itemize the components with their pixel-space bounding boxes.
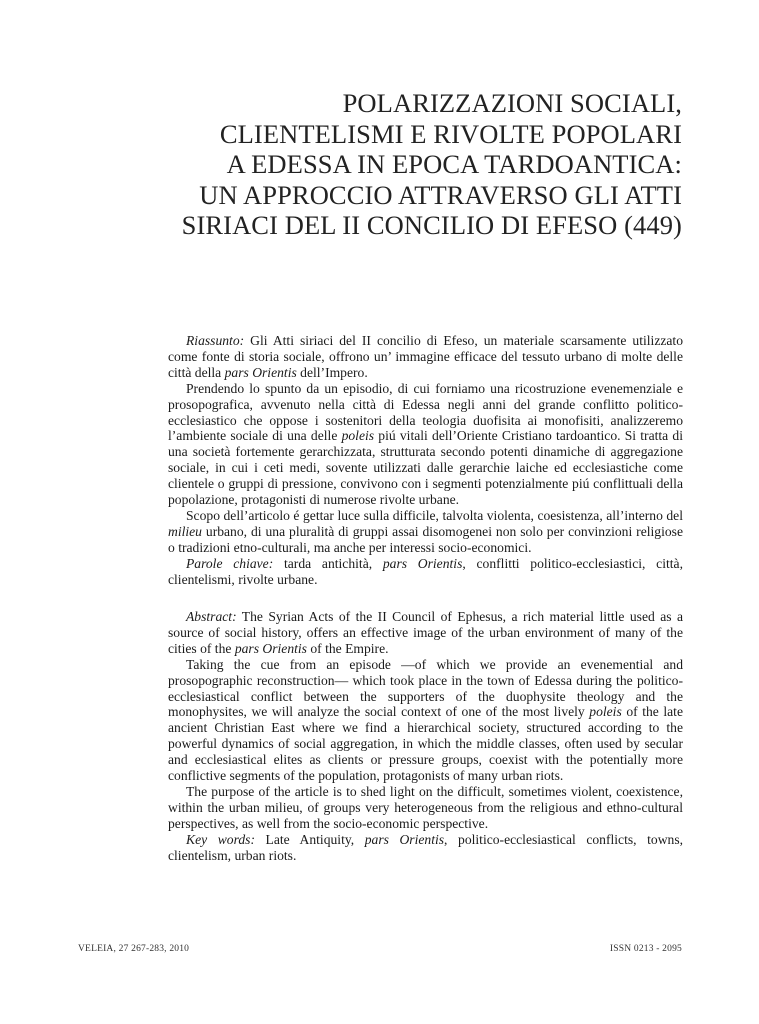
abstract-paragraph-3: The purpose of the article is to shed light on the difficult, sometimes violent, coexistence, within the urban milieu, of groups very heterogeneous from the religious and ethno-cultural perspectives, as well from the socio-economic perspective. — [168, 783, 683, 831]
parole-chiave — [168, 556, 683, 588]
italic-term: poleis — [589, 704, 622, 720]
text-run: piú vitali dell’Oriente Cristiano tardoantico. Si tratta di una società fortemente gerarchizzata, strutturata secondo potenti dinamiche di aggregazione sociale, in cui i ceti medi, sovente utilizzati dalle gerarchie laiche ed ecclesiastiche come clientele o gruppi di pressione, convivono con i segmenti potenzialmente piú conflittuali della popolazione, protagonisti di numerose rivolte urbane. — [168, 428, 683, 508]
italic-term: poleis — [341, 428, 375, 444]
italic-term: milieu — [168, 523, 202, 539]
text-run: of the late ancient Christian East where we find a hierarchical society, structured according to the powerful dynamics of social aggregation, in which the middle classes, often used by secular and ecclesiastical elites as clients or pressure groups, coexist with the potentially more conflictive segments of the population, protagonists of many urban riots. — [168, 704, 683, 784]
title-line: CLIENTELISMI E RIVOLTE POPOLARI — [219, 118, 682, 149]
abstract-paragraph-2 — [168, 657, 683, 784]
italic-term: pars Orientis — [364, 831, 445, 847]
abstract-paragraph-1 — [168, 609, 683, 657]
key-words — [168, 832, 683, 864]
text-run: tarda antichità, — [273, 555, 383, 571]
parole-chiave-label: Parole chiave: — [186, 555, 274, 571]
italic-term: pars Orientis — [224, 364, 297, 380]
text-run: Taking the cue from an episode —of which we provide an evenemential and prosopographic reconstruction— which took place in the town of Edessa during the politico-ecclesiastical conflict between the supporters of the duophysite theology and the monophysites, we will analyze the social context of one of the most lively — [168, 656, 683, 720]
text-run: Scopo dell’articolo é gettar luce sulla difficile, talvolta violenta, coesistenza, all’interno del — [186, 507, 683, 523]
abstract-section — [168, 609, 683, 864]
text-run: Late Antiquity, — [254, 831, 365, 847]
abstract-label: Abstract: — [186, 609, 237, 624]
text-run: Prendendo lo spunto da un episodio, di cui forniamo una ricostruzione evenemenziale e prosopografica, avvenuto nella città di Edessa negli anni del grande conflitto politico-ecclesiastico che oppose i sostenitori della teologia duofisita ai monofisiti, analizzeremo l’ambiente sociale di una delle — [168, 380, 683, 444]
text-run: , conflitti politico-ecclesiastici, città, clientelismi, rivolte urbane. — [168, 555, 683, 587]
italic-term: pars Orientis — [382, 555, 463, 571]
riassunto-section — [168, 333, 683, 588]
italic-term: pars Orientis — [234, 640, 307, 656]
text-run: urbano, di una pluralità di gruppi assai disomogenei non solo per convinzioni religiose o tradizioni etno-culturali, ma anche per interessi socio-economici. — [168, 523, 683, 555]
text-run: of the Empire. — [306, 640, 389, 656]
key-words-label: Key words: — [186, 831, 255, 847]
text-run: , politico-ecclesiastical conflicts, towns, clientelism, urban riots. — [168, 831, 684, 863]
riassunto-paragraph-1 — [168, 333, 683, 381]
article-title — [122, 88, 682, 241]
issn-number: ISSN 0213 - 2095 — [609, 944, 682, 954]
riassunto-paragraph-3 — [168, 508, 683, 556]
text-run: dell’Impero. — [296, 364, 368, 380]
text-run: The Syrian Acts of the II Council of Ephesus, a rich material little used as a source of social history, offers an effective image of the urban environment of many of the cities of the — [168, 609, 683, 656]
title-line: SIRIACI DEL II CONCILIO DI EFESO (449) — [181, 210, 682, 240]
text-run: Gli Atti siriaci del II concilio di Efeso, un materiale scarsamente utilizzato come fonte di storia sociale, offrono un’ immagine efficace del tessuto urbano di molte delle città della — [168, 333, 683, 380]
title-line: POLARIZZAZIONI SOCIALI, — [342, 88, 682, 118]
title-line: UN APPROCCIO ATTRAVERSO GLI ATTI — [199, 179, 682, 210]
riassunto-label: Riassunto: — [186, 333, 245, 348]
title-line: A EDESSA IN EPOCA TARDOANTICA: — [226, 149, 682, 179]
journal-citation: VELEIA, 27 267-283, 2010 — [78, 944, 190, 954]
riassunto-paragraph-2 — [168, 381, 683, 508]
